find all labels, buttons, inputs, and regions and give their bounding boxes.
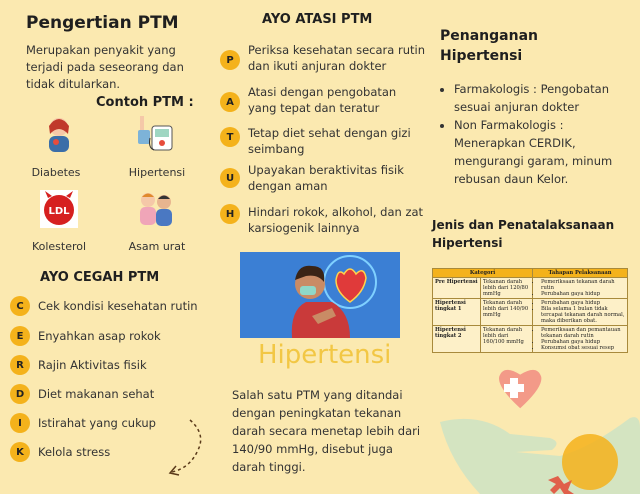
treatment-item: • Non Farmakologis : Menerapkan CERDIK, mengurangi garam, minum rebusan daun Kelor. xyxy=(454,116,630,188)
cerdik-text: Istirahat yang cukup xyxy=(38,416,156,430)
patuh-letter: H xyxy=(220,204,240,224)
cerdik-letter: R xyxy=(10,355,30,375)
treatment-item: • Farmakologis : Pengobatan sesuai anjuran dokter xyxy=(454,80,630,116)
table-row: Hipertensi tingkat 2 Tekanan darah lebih dari 160/100 mmHg • Pemeriksaan dan pemantauan tekanan darah rutin • Perubahan gaya hidup • Konsumsi obat sesuai resep xyxy=(433,326,628,353)
cerdik-text: Diet makanan sehat xyxy=(38,387,155,401)
table-row: Hipertensi tingkat 1 Tekanan darah lebih dari 140/90 mmHg • Perubahan gaya hidup • Bila selama 1 bulan tidak tercapai tekanan darah normal, maka diberikan obat. xyxy=(433,299,628,326)
cerdik-text: Kelola stress xyxy=(38,445,111,459)
patuh-letter: A xyxy=(220,92,240,112)
cerdik-letter: I xyxy=(10,413,30,433)
jenis-heading: Jenis dan Penatalaksanaan Hipertensi xyxy=(432,218,615,250)
diabetes-icon xyxy=(38,112,80,159)
patuh-letter: T xyxy=(220,127,240,147)
hypertension-category-table xyxy=(432,268,628,353)
pengertian-heading: Pengertian PTM xyxy=(26,13,179,33)
patuh-item-u xyxy=(220,162,404,194)
example-label-kolesterol: Kolesterol xyxy=(31,240,87,253)
cerdik-item-e xyxy=(10,326,161,346)
cerdik-text: Enyahkan asap rokok xyxy=(38,329,161,343)
ldl-icon xyxy=(38,188,80,235)
blood-pressure-icon xyxy=(134,112,176,159)
patuh-text: Tetap diet sehat dengan gizi seimbang xyxy=(248,126,411,156)
patuh-item-a xyxy=(220,84,396,116)
cerdik-item-k xyxy=(10,442,110,462)
example-label-hipertensi: Hipertensi xyxy=(128,166,186,179)
cerdik-item-r xyxy=(10,355,147,375)
example-label-asam-urat: Asam urat xyxy=(128,240,186,253)
gout-icon xyxy=(134,188,176,235)
cerdik-item-d xyxy=(10,384,154,404)
table-row: Pre Hipertensi Tekanan darah lebih dari 120/80 mmHg • Pemeriksaan tekanan darah rutin • Perubahan gaya hidup xyxy=(433,278,628,299)
cerdik-text: Cek kondisi kesehatan rutin xyxy=(38,299,198,313)
hand-heart-icon xyxy=(440,352,640,494)
patuh-letter: U xyxy=(220,168,240,188)
patuh-text: Hindari rokok, alkohol, dan zat karsiogenik lainnya xyxy=(248,205,424,235)
patuh-item-p xyxy=(220,42,425,74)
hipertensi-description: Salah satu PTM yang ditandai dengan peningkatan tekanan darah secara menetap lebih dari 140/90 mmHg, disebut juga darah tinggi. xyxy=(232,388,421,474)
example-label-diabetes: Diabetes xyxy=(31,166,81,179)
cerdik-letter: K xyxy=(10,442,30,462)
svg-text:LDL: LDL xyxy=(48,206,70,217)
treatment-list xyxy=(440,80,630,188)
patuh-item-h xyxy=(220,204,423,236)
contoh-heading: Contoh PTM : xyxy=(96,95,194,110)
patuh-text: Upayakan beraktivitas fisik dengan aman xyxy=(248,163,404,193)
hypertension-illustration xyxy=(240,252,400,338)
penanganan-heading: Penanganan Hipertensi xyxy=(440,28,538,64)
hipertensi-banner-title: Hipertensi xyxy=(258,340,392,370)
cerdik-letter: C xyxy=(10,296,30,316)
cerdik-item-c xyxy=(10,296,198,316)
cerdik-item-i xyxy=(10,413,156,433)
patuh-text: Periksa kesehatan secara rutin dan ikuti anjuran dokter xyxy=(248,43,425,73)
cerdik-letter: E xyxy=(10,326,30,346)
patuh-letter: P xyxy=(220,50,240,70)
cerdik-letter: D xyxy=(10,384,30,404)
table-header-kategori: Kategori xyxy=(433,269,533,278)
dashed-arrow-decoration xyxy=(160,416,210,485)
atasi-heading: AYO ATASI PTM xyxy=(262,12,373,27)
patuh-text: Atasi dengan pengobatan yang tepat dan teratur xyxy=(248,85,397,115)
definition-text: Merupakan penyakit yang terjadi pada seseorang dan tidak ditularkan. xyxy=(26,43,184,91)
cegah-heading: AYO CEGAH PTM xyxy=(40,270,160,285)
patuh-item-t xyxy=(220,125,411,157)
cerdik-text: Rajin Aktivitas fisik xyxy=(38,358,147,372)
table-header-tahapan: Tahapan Pelaksanaan xyxy=(533,269,628,278)
